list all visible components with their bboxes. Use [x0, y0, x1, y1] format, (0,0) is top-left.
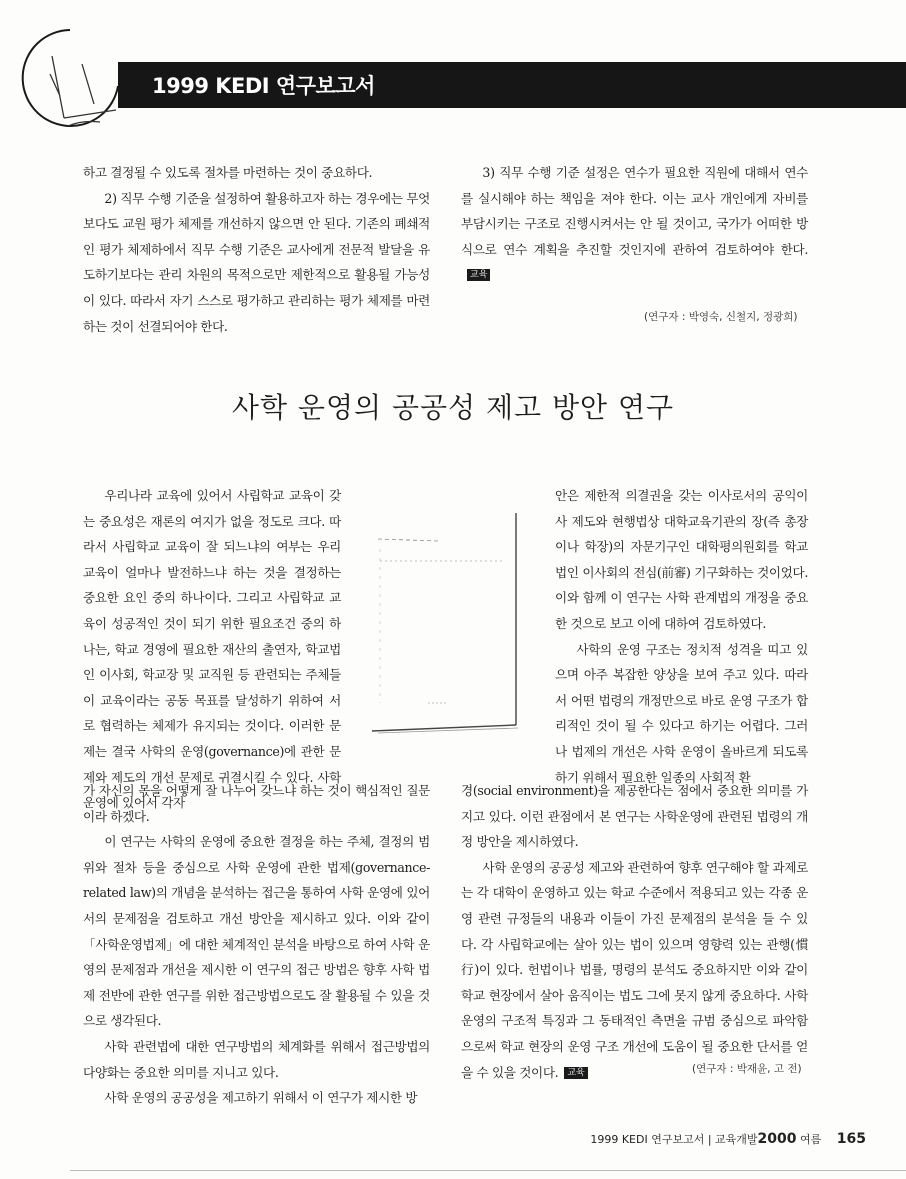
page-footer: [590, 1131, 866, 1147]
footer-series: 1999 KEDI 연구보고서 | 교육개발: [590, 1133, 758, 1146]
header-title: 1999 KEDI 연구보고서: [152, 74, 375, 98]
paragraph: [461, 160, 808, 288]
article-left-top: [83, 483, 341, 816]
article-citation: (연구자 : 박재윤, 고 전): [692, 1063, 802, 1075]
paragraph-fragment: 우리나라 교육에 있어서 사립학교 교육이 갖는 중요성은 재론의 여지가 없을 정도로 크다. 따라서 사립학교 교육이 잘 되느냐의 여부는 우리 교육이 얼마나 발전하느냐 하는 것을 결정하는 중요한 요인 중의 하나이다. 그리고 사립학교 교육이 성공적인 것이 되기 위한 필요조건 중의 하나는, 학교 경영에 필요한 재산의 출연자, 학교법인 이사회, 학교장 및 교직원 등 관련되는 주체들이 교육이라는 공동 목표를 달성하기 위하여 서로 협력하는 체제가 유지되는 것이다. 이러한 문제는 결국 사학의 운영(governance)에 관한 문제와 제도의 개선 문제로 귀결시킬 수 있다. 사학 운영에 있어서 각자: [83, 488, 341, 811]
paragraph-text: 3) 직무 수행 기준 설정은 연수가 필요한 직원에 대해서 연수를 실시해야 하는 책임을 져야 한다. 이는 교사 개인에게 자비를 부담시키는 구조로 진행시켜서는 안 될 것이고, 국가가 어떠한 방식으로 연수 계획을 추진할 것인지에 관하여 검토하여야 한다.: [461, 165, 808, 257]
top-left-column: [83, 160, 430, 339]
paragraph: 안은 제한적 의결권을 갖는 이사로서의 공익이사 제도와 현행법상 대학교육기관의 장(즉 총장이나 학장)의 자문기구인 대학평의원회를 학교법인 이사회의 전심(前審) 기구화하는 것이었다. 이와 함께 이 연구는 사학 관계법의 개정을 중요한 것으로 보고 이에 대하여 검토하였다.: [555, 488, 808, 631]
paragraph: [461, 855, 808, 1085]
top-right-column: [461, 160, 808, 288]
top-citation: (연구자 : 박영숙, 신철지, 정광희): [644, 311, 798, 323]
paragraph: 이 연구는 사학의 운영에 중요한 결정을 하는 주체, 결정의 범위와 절차 등을 중심으로 사학 운영에 관한 법제(governance-related law)의 개념을 분석하는 접근을 통하여 사학 운영에 있어서의 문제점을 검토하고 개선 방안을 제시하고 있다. 이와 같이 「사학운영법제」에 대한 체계적인 분석을 바탕으로 하여 사학 운영의 문제점과 개선을 제시한 이 연구의 접근 방법은 향후 사학 법제 전반에 관한 연구를 위한 접근방법으로도 잘 활용될 수 있을 것으로 생각된다.: [83, 834, 430, 1029]
end-mark-icon: 교육: [467, 269, 490, 281]
end-mark-icon: 교육: [564, 1067, 587, 1079]
paragraph-fragment: 사학의 운영 구조는 정치적 성격을 띠고 있으며 아주 복잡한 양상을 보여 주고 있다. 따라서 어떤 법령의 개정만으로 바로 운영 구조가 합리적인 것이 될 수 있다고 하기는 어렵다. 그러나 법제의 개선은 사학 운영이 올바르게 되도록 하기 위해서 필요한 일종의 사회적 환: [555, 641, 808, 785]
paragraph: 사학 운영의 공공성을 제고하기 위해서 이 연구가 제시한 방: [104, 1090, 418, 1106]
article-left-bottom: [83, 778, 430, 1111]
page-number: 165: [836, 1131, 866, 1147]
report-cover-image: [368, 503, 520, 737]
bottom-rule: [70, 1170, 906, 1171]
paragraph-text: 사학 운영의 공공성 제고와 관련하여 향후 연구해야 할 과제로는 각 대학이 운영하고 있는 학교 수준에서 적용되고 있는 각종 운영 관련 규정들의 내용과 이들이 가진 문제점의 분석을 들 수 있다. 각 사립학교에는 살아 있는 법이 있으며 영향력 있는 관행(慣行)이 있다. 헌법이나 법률, 명령의 분석도 중요하지만 이와 같이 학교 현장에서 살아 움직이는 법도 그에 못지 않게 중요하다. 사학 운영의 구조적 특징과 그 동태적인 측면을 규범 중심으로 파악함으로써 학교 현장의 운영 구조 개선에 도움이 될 중요한 단서를 얻을 수 있을 것이다.: [461, 859, 808, 1080]
footer-year: 2000: [757, 1131, 797, 1147]
article-title: 사학 운영의 공공성 제고 방안 연구: [231, 391, 675, 424]
article-right-bottom: [461, 778, 808, 1085]
paragraph: 하고 결정될 수 있도록 절차를 마련하는 것이 중요하다.: [83, 165, 373, 180]
article-right-top: [555, 483, 808, 790]
footer-season: 여름: [800, 1133, 822, 1146]
paragraph: 2) 직무 수행 기준을 설정하여 활용하고자 하는 경우에는 무엇보다도 교원 평가 체제를 개선하지 않으면 안 된다. 기존의 폐쇄적인 평가 체제하에서 직무 수행 기준은 교사에게 전문적 발달을 유도하기보다는 관리 차원의 목적으로만 제한적으로 활용될 가능성이 있다. 따라서 자기 스스로 평가하고 관리하는 평가 체제를 마련하는 것이 선결되어야 한다.: [83, 190, 430, 334]
paragraph-fragment: 경(social environment)을 제공한다는 점에서 중요한 의미를 가지고 있다. 이런 관점에서 본 연구는 사학운영에 관련된 법령의 개정 방안을 제시하였다.: [461, 783, 808, 850]
paragraph: 사학 관련법에 대한 연구방법의 체계화를 위해서 접근방법의 다양화는 중요한 의미를 지니고 있다.: [83, 1038, 430, 1080]
paragraph-fragment: 가 자신의 몫을 어떻게 잘 나누어 갖느냐 하는 것이 핵심적인 질문이라 하겠다.: [83, 783, 430, 824]
